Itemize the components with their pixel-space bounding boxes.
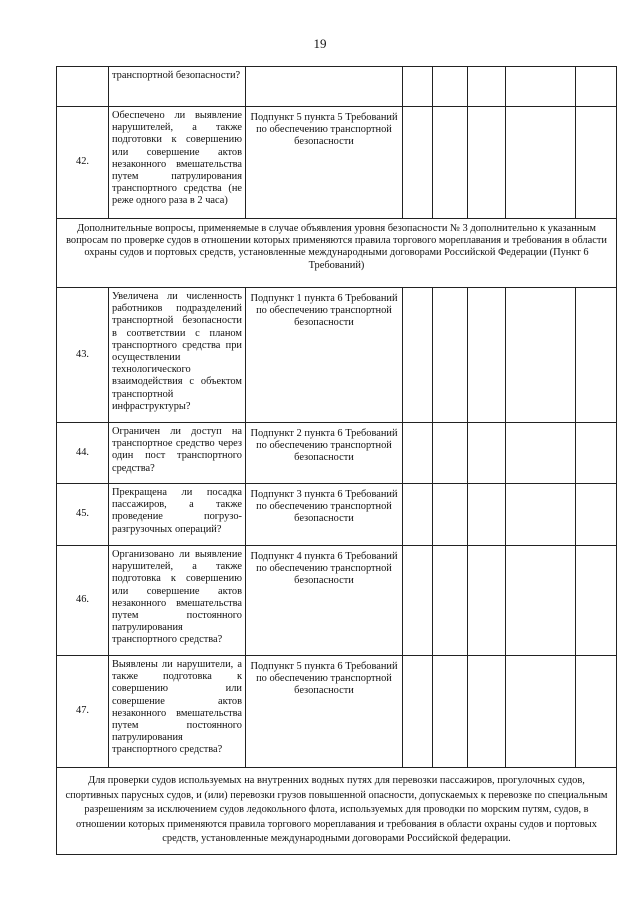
empty-cell [576, 67, 617, 107]
row-number [57, 67, 109, 107]
table-row [57, 484, 617, 546]
requirement-ref: Подпункт 2 пункта 6 Требований по обеспечению транспортной безопасности [246, 423, 403, 484]
empty-cell [403, 656, 433, 768]
row-number: 47. [57, 656, 109, 768]
empty-cell [468, 656, 506, 768]
row-number: 42. [57, 107, 109, 219]
empty-cell [506, 546, 576, 656]
empty-cell [403, 288, 433, 423]
section-row [57, 768, 617, 855]
question-text: Ограничен ли доступ на транспортное средство через один пост транспортного средства? [109, 423, 246, 484]
question-text: Увеличена ли численность работников подразделений транспортной безопасности в соответствии с планом транспортного средства при осуществлении технологического взаимодействия с объектом транспортной инфраструктуры? [109, 288, 246, 423]
question-text: Прекращена ли посадка пассажиров, а также проведение погрузо-разгрузочных операций? [109, 484, 246, 546]
row-number: 46. [57, 546, 109, 656]
empty-cell [506, 423, 576, 484]
empty-cell [433, 423, 468, 484]
requirement-ref: Подпункт 1 пункта 6 Требований по обеспечению транспортной безопасности [246, 288, 403, 423]
requirement-ref: Подпункт 4 пункта 6 Требований по обеспечению транспортной безопасности [246, 546, 403, 656]
empty-cell [403, 546, 433, 656]
empty-cell [433, 484, 468, 546]
empty-cell [468, 67, 506, 107]
page-number: 19 [313, 36, 327, 51]
section-heading: Дополнительные вопросы, применяемые в случае объявления уровня безопасности № 3 дополнительно к указанным вопросам по проверке судов в отношении которых применяются правила торгового мореплавания и требования в области охраны судов и портовых средств, установленные международными договорами Российской Федерации (Пункт 6 Требований) [57, 219, 617, 288]
empty-cell [403, 67, 433, 107]
empty-cell [506, 107, 576, 219]
table-row [57, 656, 617, 768]
row-number: 43. [57, 288, 109, 423]
empty-cell [576, 484, 617, 546]
requirement-ref: Подпункт 5 пункта 6 Требований по обеспечению транспортной безопасности [246, 656, 403, 768]
row-number: 45. [57, 484, 109, 546]
empty-cell [433, 288, 468, 423]
empty-cell [433, 546, 468, 656]
empty-cell [433, 656, 468, 768]
empty-cell [576, 107, 617, 219]
question-text: Выявлены ли нарушители, а также подготовка к совершению или совершение актов незаконного вмешательства путем постоянного патрулирования транспортного средства? [109, 656, 246, 768]
table-row [57, 107, 617, 219]
empty-cell [403, 107, 433, 219]
question-text: транспортной безопасности? [109, 67, 246, 107]
row-number: 44. [57, 423, 109, 484]
table-row [57, 423, 617, 484]
empty-cell [468, 484, 506, 546]
empty-cell [576, 656, 617, 768]
empty-cell [468, 107, 506, 219]
empty-cell [506, 484, 576, 546]
section-row [57, 219, 617, 288]
table-row [57, 288, 617, 423]
question-text: Обеспечено ли выявление нарушителей, а также подготовки к совершению или совершение актов незаконного вмешательства путем патрулирования транспортного средства (не реже одного раза в 2 часа) [109, 107, 246, 219]
empty-cell [576, 546, 617, 656]
requirement-ref: Подпункт 5 пункта 5 Требований по обеспечению транспортной безопасности [246, 107, 403, 219]
checklist-table [56, 66, 617, 855]
empty-cell [403, 423, 433, 484]
empty-cell [506, 67, 576, 107]
empty-cell [403, 484, 433, 546]
requirement-ref [246, 67, 403, 107]
empty-cell [468, 423, 506, 484]
empty-cell [506, 656, 576, 768]
empty-cell [576, 288, 617, 423]
empty-cell [468, 546, 506, 656]
empty-cell [576, 423, 617, 484]
table-row [57, 546, 617, 656]
table-row [57, 67, 617, 107]
empty-cell [468, 288, 506, 423]
section-heading: Для проверки судов используемых на внутренних водных путях для перевозки пассажиров, прогулочных судов, спортивных парусных судов, и (или) перевозки грузов повышенной опасности, допускаемых к перевозке по специальным разрешениям за исключением судов ледокольного флота, используемых для проводки по морским путям, судов, в отношении которых применяются правила торгового мореплавания и требования в области охраны судов и портовых средств, установленные международными договорами Российской федерации. [57, 768, 617, 855]
empty-cell [433, 67, 468, 107]
requirement-ref: Подпункт 3 пункта 6 Требований по обеспечению транспортной безопасности [246, 484, 403, 546]
empty-cell [433, 107, 468, 219]
question-text: Организовано ли выявление нарушителей, а также подготовка к совершению или совершение актов незаконного вмешательства путем постоянного патрулирования транспортного средства? [109, 546, 246, 656]
empty-cell [506, 288, 576, 423]
